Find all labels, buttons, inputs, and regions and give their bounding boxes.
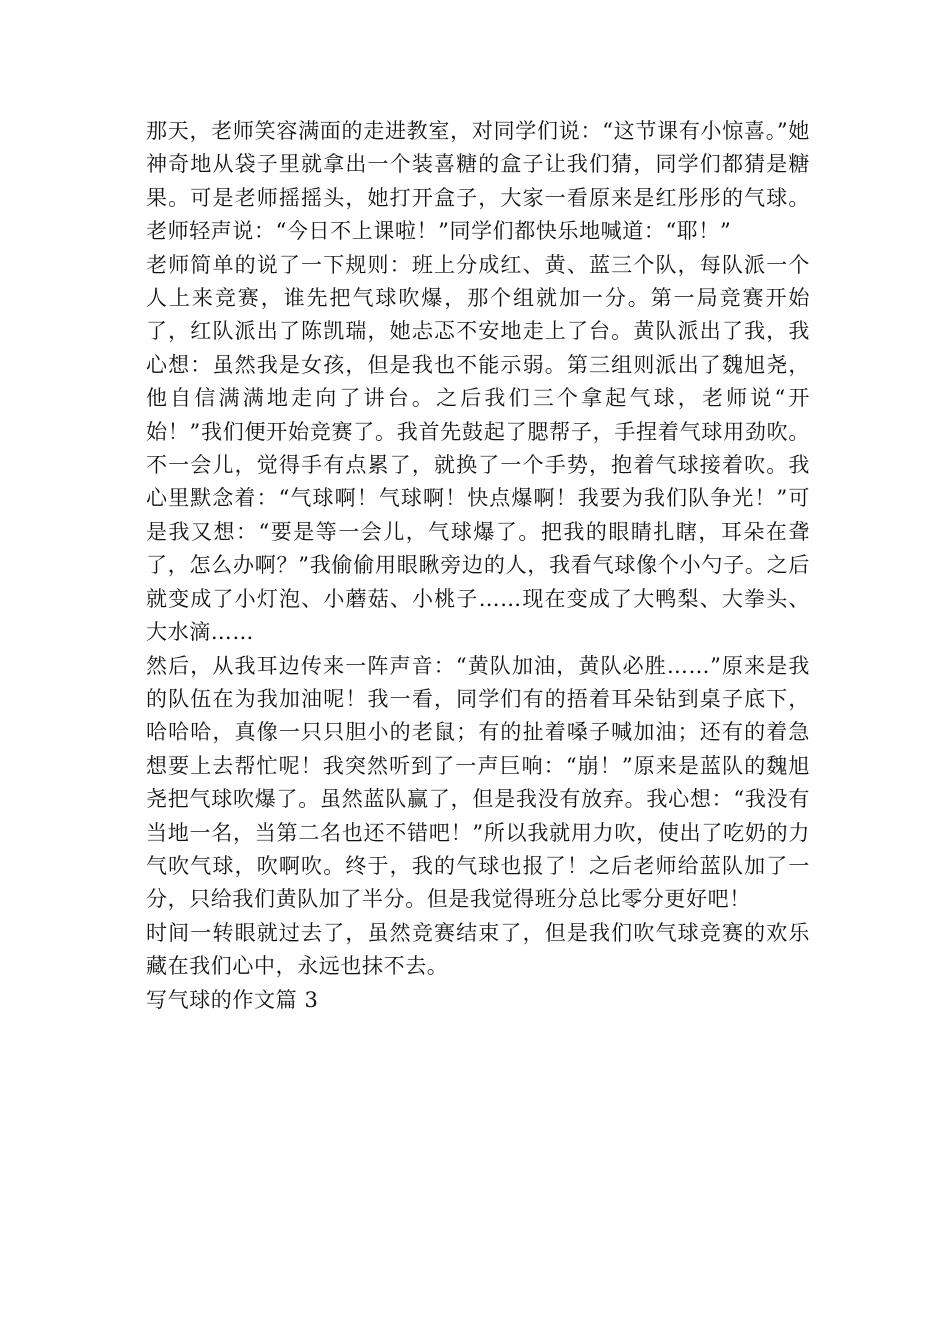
document-body (146, 115, 810, 1017)
paragraph-3: 然后，从我耳边传来一阵声音：“黄队加油，黄队必胜……”原来是我的队伍在为我加油呢！我一看，同学们有的捂着耳朵钻到桌子底下，哈哈哈，真像一只只胆小的老鼠；有的扯着嗓子喊加油；还有的着急想要上去帮忙呢！我突然听到了一声巨响：“崩！”原来是蓝队的魏旭尧把气球吹爆了。虽然蓝队赢了，但是我没有放弃。我心想：“我没有当地一名，当第二名也还不错吧！”所以我就用力吹，使出了吃奶的力气吹气球，吹啊吹。终于，我的气球也报了！之后老师给蓝队加了一分，只给我们黄队加了半分。但是我觉得班分总比零分更好吧！ (146, 653, 810, 912)
section-heading: 写气球的作文篇 3 (146, 987, 319, 1012)
paragraph-4: 时间一转眼就过去了，虽然竞赛结束了，但是我们吹气球竞赛的欢乐藏在我们心中，永远也抹不去。 (146, 920, 810, 979)
paragraph-1: 那天，老师笑容满面的走进教室，对同学们说：“这节课有小惊喜。”她神奇地从袋子里就拿出一个装喜糖的盒子让我们猜，同学们都猜是糖果。可是老师摇摇头，她打开盒子，大家一看原来是红彤彤的气球。老师轻声说：“今日不上课啦！”同学们都快乐地喊道：“耶！” (146, 119, 810, 244)
paragraph-2: 老师简单的说了一下规则：班上分成红、黄、蓝三个队，每队派一个人上来竞赛，谁先把气球吹爆，那个组就加一分。第一局竞赛开始了，红队派出了陈凯瑞，她忐忑不安地走上了台。黄队派出了我，我心想：虽然我是女孩，但是我也不能示弱。第三组则派出了魏旭尧，他自信满满地走向了讲台。之后我们三个拿起气球，老师说“开始！”我们便开始竞赛了。我首先鼓起了腮帮子，手捏着气球用劲吹。不一会儿，觉得手有点累了，就换了一个手势，抱着气球接着吹。我心里默念着：“气球啊！气球啊！快点爆啊！我要为我们队争光！”可是我又想：“要是等一会儿，气球爆了。把我的眼睛扎瞎，耳朵在聋了，怎么办啊？”我偷偷用眼瞅旁边的人，我看气球像个小勺子。之后就变成了小灯泡、小蘑菇、小桃子……现在变成了大鸭梨、大拳头、大水滴…… (146, 252, 810, 645)
